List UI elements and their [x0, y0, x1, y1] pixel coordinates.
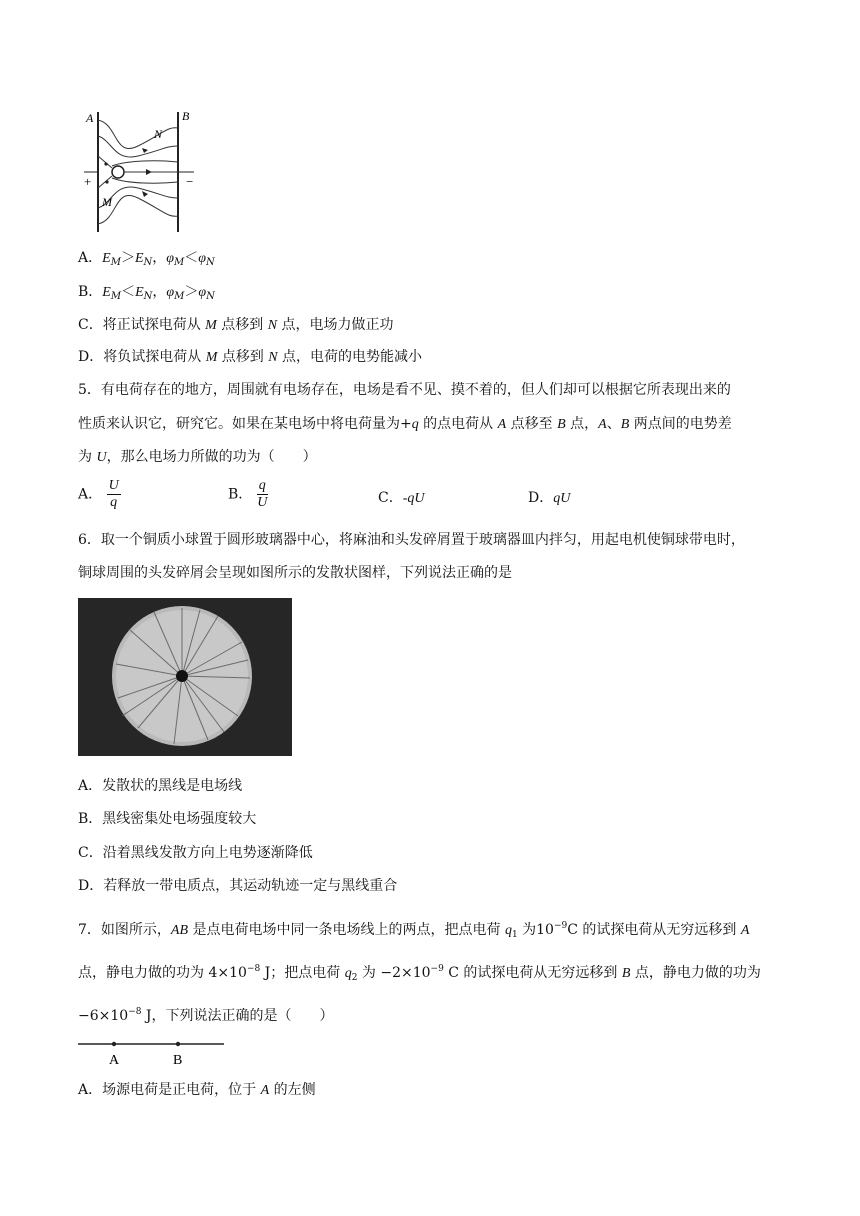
- q4-option-c: C．将正试探电荷从 M 点移到 N 点，电场力做正功: [78, 317, 394, 333]
- q5-option-c: C．-qU: [378, 490, 425, 506]
- q4-option-d: D．将负试探电荷从 M 点移到 N 点，电荷的电势能减小: [78, 349, 423, 365]
- q7-line-1: 7．如图所示，AB 是点电荷电场中同一条电场线上的两点，把点电荷 $q_1$ 为$10^{-9}C$ 的试探电荷从无穷远移到 A: [78, 921, 750, 940]
- label-a: A: [86, 111, 94, 125]
- q6-option-c: C．沿着黑线发散方向上电势逐渐降低: [78, 845, 313, 861]
- label-n: N: [154, 127, 163, 141]
- q4-option-b: B．$E_M<E_N$，$\varphi_M>\varphi_N$: [78, 284, 215, 302]
- q7-line-3: $-6\times 10^{-8}$ J，下列说法正确的是（ ）: [78, 1007, 334, 1024]
- label-m: M: [102, 195, 112, 209]
- q7-option-a: A．场源电荷是正电荷，位于 A 的左侧: [78, 1082, 316, 1098]
- q5-option-d: D．qU: [528, 490, 571, 506]
- q5-line-2: 性质来认识它，研究它。如果在某电场中将电荷量为+q 的点电荷从 A 点移至 B 点，A、B 两点间的电势差: [78, 416, 732, 432]
- label-plus: +: [84, 174, 92, 189]
- hair-field-photo: [78, 598, 292, 756]
- q5-option-b: B． $\frac{q}{U}$: [228, 478, 268, 510]
- point-a-label: A: [109, 1053, 120, 1068]
- q6-option-d: D．若释放一带电质点，其运动轨迹一定与黑线重合: [78, 878, 398, 894]
- q6-line-1: 6．取一个铜质小球置于圆形玻璃器中心，将麻油和头发碎屑置于玻璃器皿内拌匀，用起电机使铜球带电时，: [78, 532, 745, 548]
- q5-line-1: 5．有电荷存在的地方，周围就有电场存在，电场是看不见、摸不着的，但人们却可以根据它所表现出来的: [78, 382, 731, 398]
- field-lines-figure: [78, 106, 210, 236]
- q6-option-a: A．发散状的黑线是电场线: [78, 778, 243, 794]
- q5-line-3: 为 U，那么电场力所做的功为（ ）: [78, 449, 317, 465]
- label-minus: −: [186, 174, 194, 189]
- q4-option-a: A．$E_M>E_N$，$\varphi_M<\varphi_N$: [78, 250, 215, 268]
- q6-line-2: 铜球周围的头发碎屑会呈现如图所示的发散状图样，下列说法正确的是: [78, 565, 512, 581]
- q6-option-b: B．黑线密集处电场强度较大: [78, 811, 257, 827]
- q5-option-a: A． $\frac{U}{q}$: [78, 478, 119, 510]
- ab-line-figure: [78, 1036, 228, 1070]
- q7-line-2: 点，静电力做的功为 $4\times 10^{-8}$ J；把点电荷 $q_2$ 为 $-2\times 10^{-9}$ C 的试探电荷从无穷远移到 B 点，静电力做的功为: [78, 964, 761, 983]
- label-b: B: [182, 109, 190, 123]
- point-b-label: B: [173, 1053, 183, 1068]
